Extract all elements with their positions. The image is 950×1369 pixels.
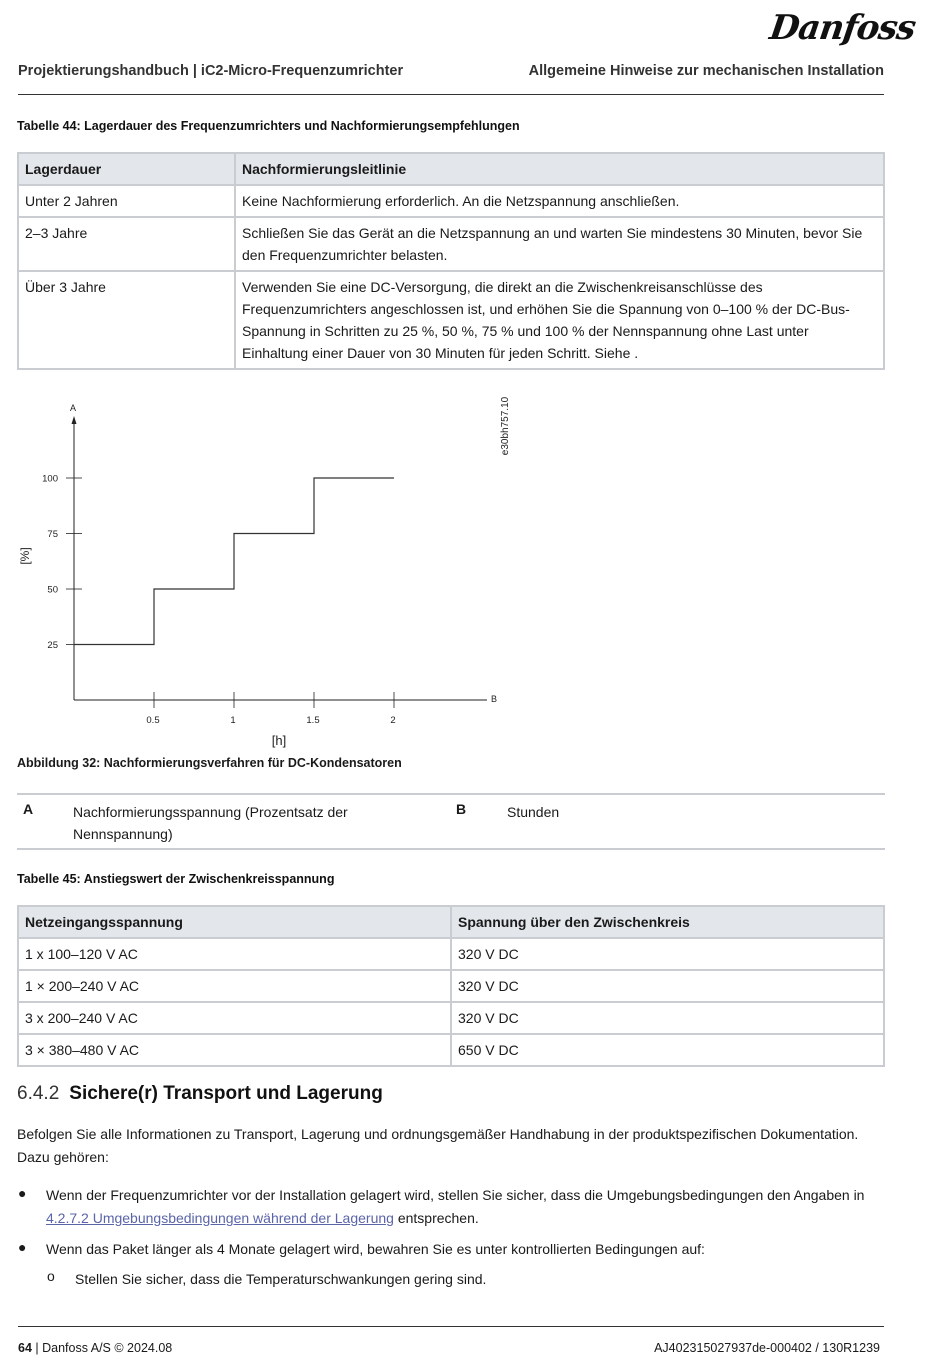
bullet-text: Wenn der Frequenzumrichter vor der Installation gelagert wird, stellen Sie sicher, dass die Umgebungsbedingungen den Angaben in (46, 1187, 865, 1203)
table-row (18, 1002, 884, 1034)
section-intro: Befolgen Sie alle Informationen zu Transport, Lagerung und ordnungsgemäßer Handhabung in der produktspezifischen Dokumentation. Dazu gehören: (17, 1126, 859, 1165)
storage-conditions-link[interactable]: 4.2.7.2 Umgebungsbedingungen während der Lagerung (46, 1210, 394, 1226)
table-cell: Keine Nachformierung erforderlich. An die Netzspannung anschließen. (235, 185, 884, 217)
table-44-caption: Tabelle 44: Lagerdauer des Frequenzumrichters und Nachformierungsempfehlungen (17, 119, 520, 133)
bullet-dot: ● (18, 1239, 27, 1255)
y-axis-arrow (72, 416, 77, 424)
table-45 (17, 905, 885, 1067)
table-row (18, 217, 884, 271)
column-header-input-voltage: Netzeingangsspannung (18, 906, 451, 938)
x-axis-label: [h] (271, 733, 287, 748)
header-document-title: Projektierungshandbuch | iC2-Micro-Frequenzumrichter (18, 63, 404, 79)
x-tick-label: 1.5 (306, 715, 320, 726)
table-row (18, 185, 884, 217)
table-cell: 650 V DC (451, 1034, 884, 1066)
legend-key-b: B (456, 801, 467, 817)
table-cell: Über 3 Jahre (18, 271, 235, 369)
column-header-dc-link-voltage: Spannung über den Zwischenkreis (451, 906, 884, 938)
footer-doc-id: AJ402315027937de-000402 / 130R1239 (654, 1341, 880, 1355)
sub-list-item: Stellen Sie sicher, dass die Temperaturschwankungen gering sind. (75, 1271, 487, 1287)
footer-left (18, 1341, 172, 1355)
figure-code: e30bh757.10 (500, 396, 511, 456)
table-cell: 320 V DC (451, 970, 884, 1002)
legend-text-a: Nachformierungsspannung (Prozentsatz der Nennspannung) (73, 804, 348, 842)
table-header-row (18, 906, 884, 938)
table-row (18, 1034, 884, 1066)
table-row (18, 938, 884, 970)
table-cell: 1 x 100–120 V AC (18, 938, 451, 970)
table-cell: 3 x 200–240 V AC (18, 1002, 451, 1034)
step-series-line (74, 478, 394, 645)
section-heading (17, 1083, 383, 1105)
header-divider (18, 94, 884, 95)
reforming-chart-svg (17, 388, 557, 758)
table-cell: 2–3 Jahre (18, 217, 235, 271)
y-tick-label: 50 (47, 584, 58, 596)
legend-key-a: A (23, 801, 34, 817)
table-cell: 320 V DC (451, 938, 884, 970)
table-44 (17, 152, 885, 370)
table-row (18, 970, 884, 1002)
table-cell: 1 × 200–240 V AC (18, 970, 451, 1002)
y-tick-label: 100 (42, 473, 58, 485)
table-cell: Schließen Sie das Gerät an die Netzspannung an und warten Sie mindestens 30 Minuten, bevor Sie den Frequenzumrichter belasten. (235, 217, 884, 271)
section-number: 6.4.2 (17, 1083, 60, 1104)
bullet-text: entsprechen. (397, 1210, 479, 1226)
x-axis-letter: B (490, 694, 498, 704)
section-title: Sichere(r) Transport und Lagerung (69, 1083, 383, 1104)
y-axis-letter: A (69, 403, 77, 413)
table-cell: Unter 2 Jahren (18, 185, 235, 217)
footer-divider (18, 1326, 884, 1327)
y-tick-label: 75 (47, 529, 58, 540)
figure-32-caption: Abbildung 32: Nachformierungsverfahren für DC-Kondensatoren (17, 756, 402, 770)
list-item (46, 1184, 886, 1230)
y-axis-label: [%] (18, 547, 32, 565)
table-cell: 3 × 380–480 V AC (18, 1034, 451, 1066)
sub-bullet-circle: o (47, 1268, 55, 1284)
footer-copyright: | Danfoss A/S © 2024.08 (35, 1341, 173, 1355)
table-cell: Verwenden Sie eine DC-Versorgung, die direkt an die Zwischenkreisanschlüsse des Frequenzumrichters angeschlossen ist, und erhöhen Sie die Spannung von 0–100 % der DC-Bus-Spannung in Schritten zu 25 %, 50 %, 75 % und 100 % der Nennspannung ohne Last unter Einhaltung einer Dauer von 30 Minuten für jeden Schritt. Siehe . (235, 271, 884, 369)
table-header-row (18, 153, 884, 185)
page-number: 64 (18, 1341, 32, 1355)
danfoss-logo: Danfoss (767, 8, 918, 48)
legend-text-b: Stunden (507, 804, 560, 820)
bullet-dot: ● (18, 1185, 27, 1201)
table-row (18, 271, 884, 369)
column-header-storage: Lagerdauer (18, 153, 235, 185)
column-header-guideline: Nachformierungsleitlinie (235, 153, 884, 185)
list-item: Wenn das Paket länger als 4 Monate gelagert wird, bewahren Sie es unter kontrollierten Bedingungen auf: (46, 1241, 705, 1257)
x-tick-label: 0.5 (146, 715, 160, 726)
table-cell: 320 V DC (451, 1002, 884, 1034)
x-tick-label: 2 (390, 715, 396, 726)
y-tick-label: 25 (47, 640, 58, 651)
header-chapter-title: Allgemeine Hinweise zur mechanischen Installation (528, 63, 884, 79)
table-45-caption: Tabelle 45: Anstiegswert der Zwischenkreisspannung (17, 872, 335, 886)
x-tick-label: 1 (230, 715, 236, 726)
figure-legend (17, 793, 885, 850)
reforming-chart (17, 388, 557, 758)
